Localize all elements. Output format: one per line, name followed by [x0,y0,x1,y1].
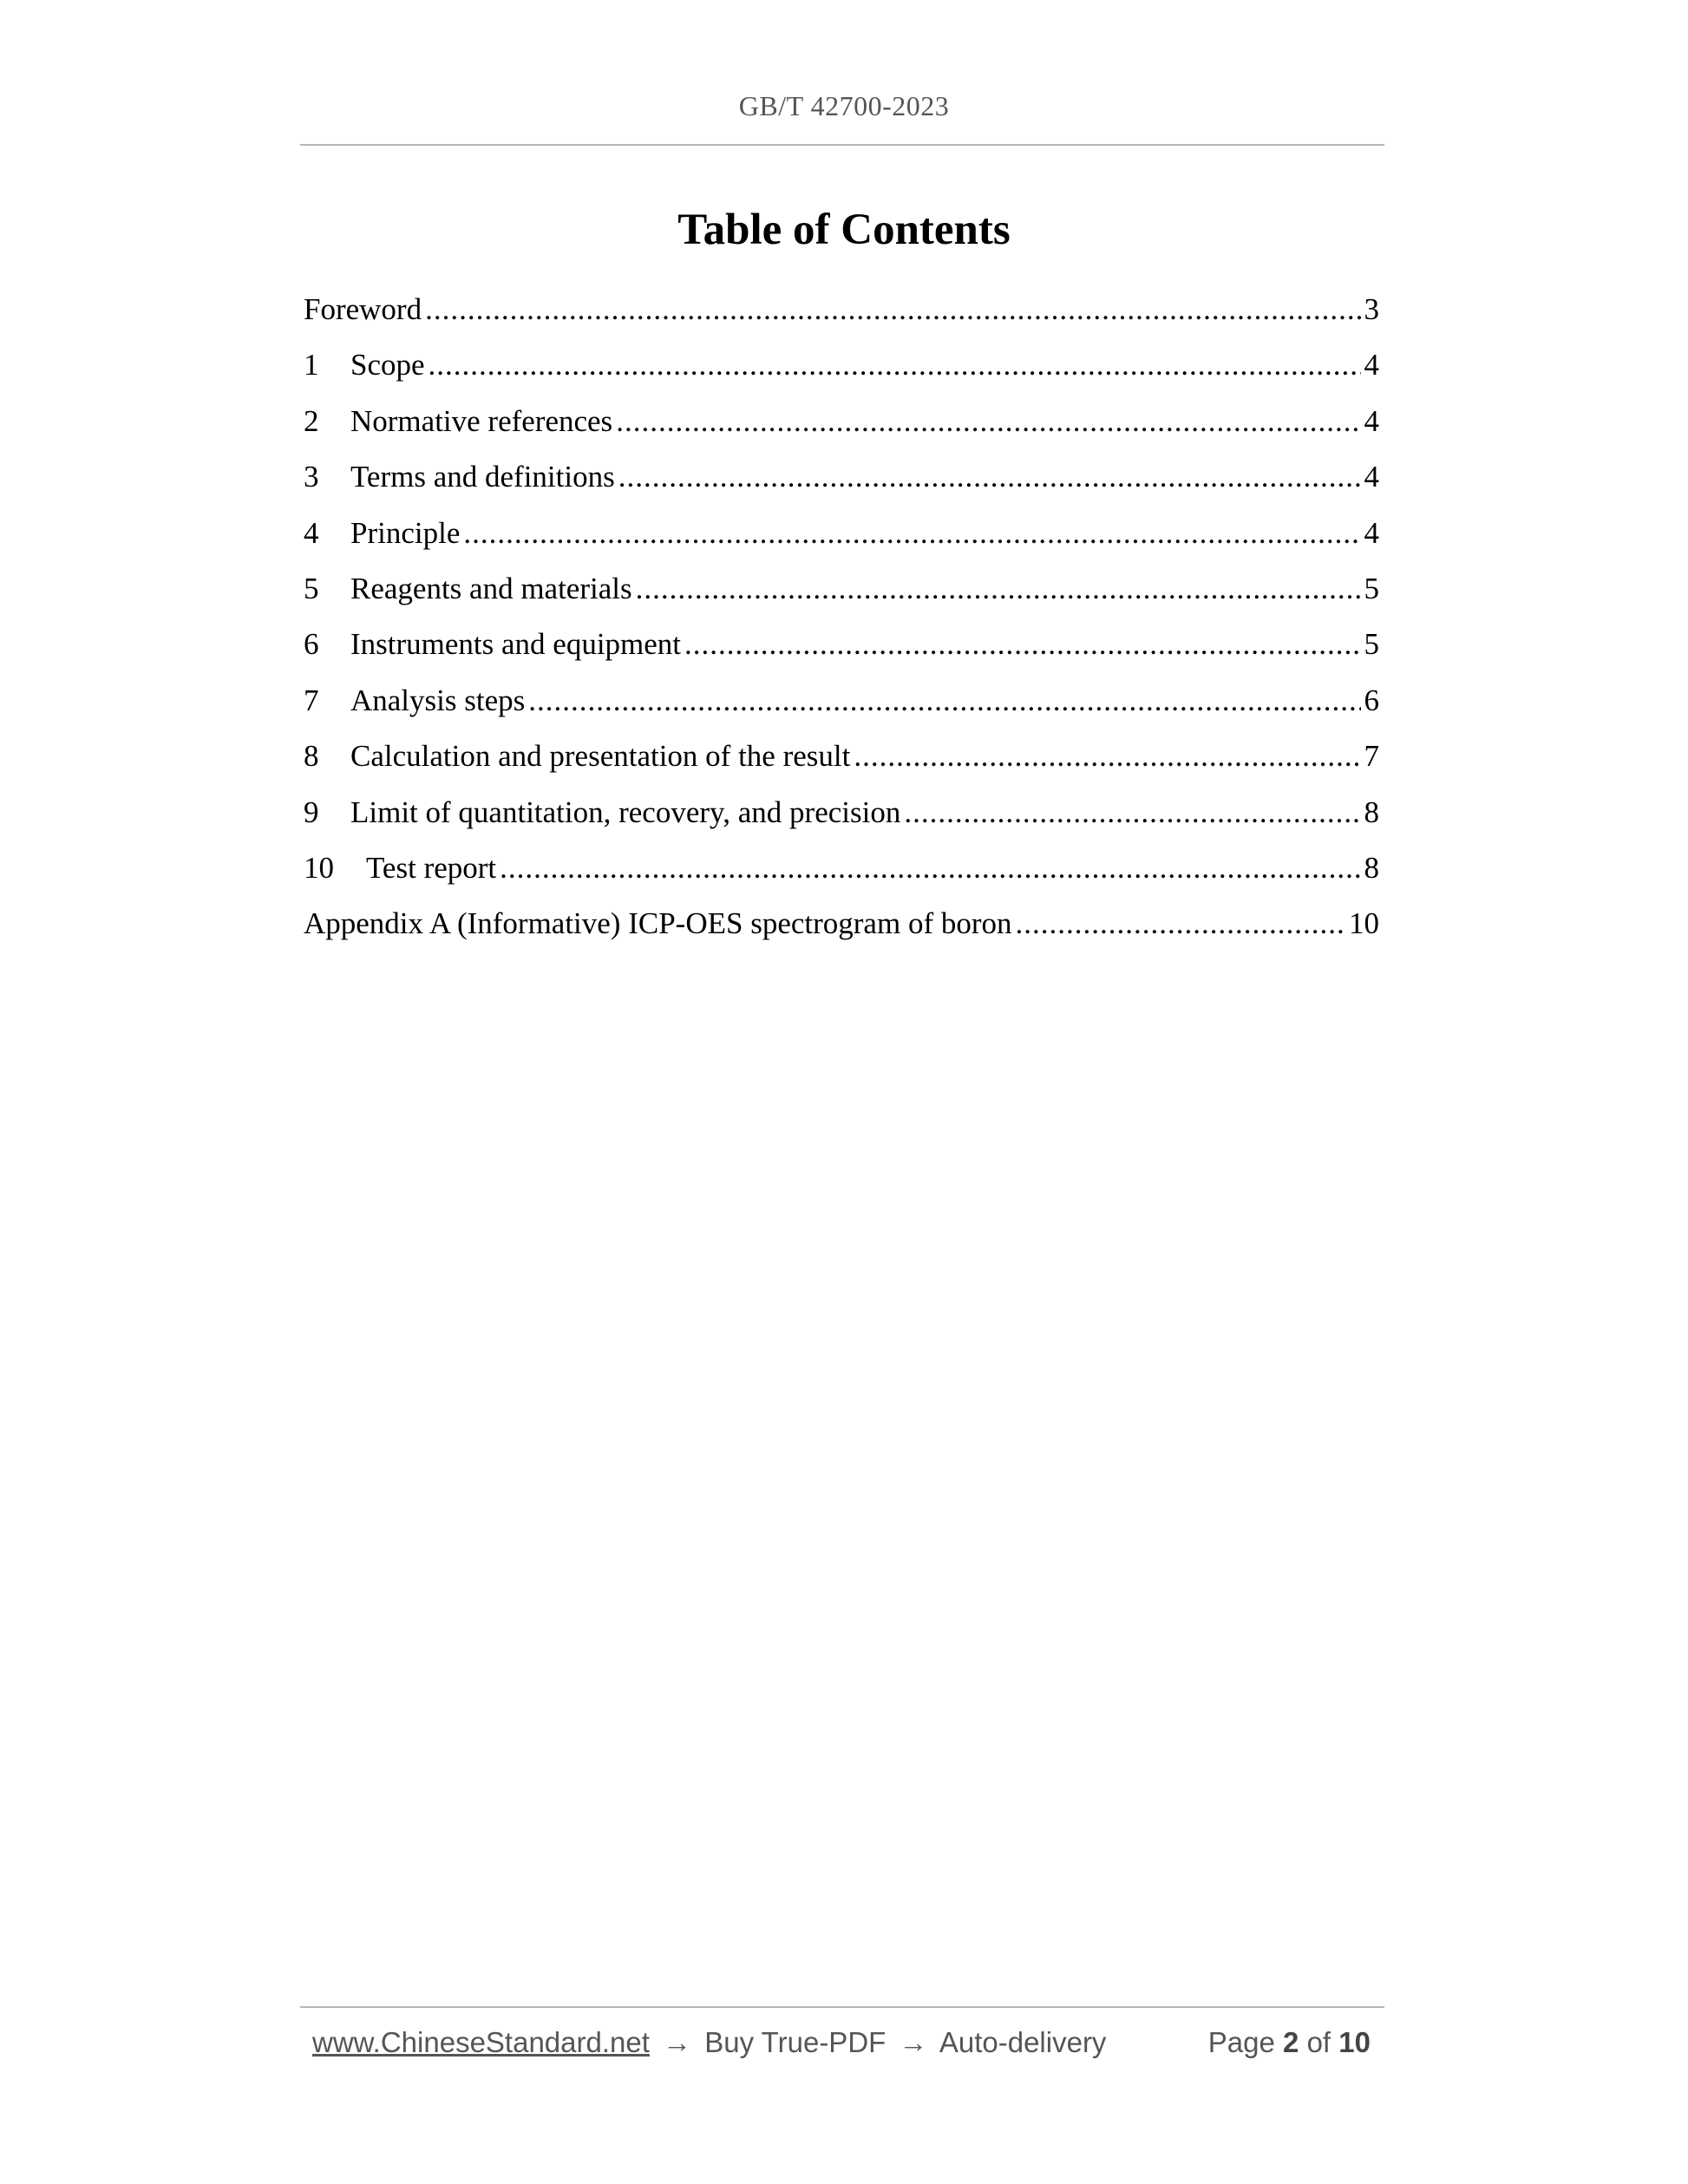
toc-entry-appendix-a[interactable] [304,900,1379,956]
total-page-number: 10 [1338,2026,1371,2058]
toc-entry-page: 10 [1349,906,1379,941]
toc-entry-instruments-equipment[interactable] [304,621,1379,677]
toc-entry-normative-references[interactable] [304,398,1379,454]
toc-heading: Table of Contents [677,206,1011,254]
toc-leader-dots [684,621,1360,668]
toc-entry-title: Limit of quantitation, recovery, and precision [350,794,901,829]
toc-entry-page: 4 [1364,403,1379,438]
toc-list [304,286,1379,957]
page-footer [312,2026,1371,2059]
toc-leader-dots [425,286,1360,333]
page-label: Page [1207,2026,1275,2058]
toc-entry-title: Scope [350,348,425,383]
toc-entry-test-report[interactable] [304,845,1379,900]
toc-leader-dots [854,733,1360,780]
toc-entry-limit-quantitation[interactable] [304,789,1379,845]
toc-entry-page: 8 [1364,850,1379,885]
current-page-number: 2 [1283,2026,1299,2058]
toc-entry-title: Test report [366,850,497,885]
toc-entry-page: 3 [1364,292,1379,326]
toc-leader-dots [528,677,1360,724]
toc-entry-page: 4 [1364,460,1379,494]
toc-entry-number: 8 [304,739,319,774]
header-divider [300,144,1384,146]
toc-leader-dots [618,454,1361,500]
toc-entry-page: 4 [1364,348,1379,383]
footer-divider [300,2006,1384,2008]
toc-entry-reagents-materials[interactable] [304,566,1379,621]
toc-entry-calculation[interactable] [304,733,1379,788]
page-of-label: of [1306,2026,1331,2058]
document-id: GB/T 42700-2023 [738,90,950,121]
toc-entry-page: 7 [1364,739,1379,774]
toc-leader-dots [616,398,1360,445]
toc-entry-foreword[interactable] [304,286,1379,342]
toc-entry-title: Calculation and presentation of the result [350,739,851,774]
toc-entry-title: Reagents and materials [350,571,632,605]
right-arrow-icon: → [663,2026,692,2058]
toc-leader-dots [904,789,1360,836]
toc-entry-number: 1 [304,348,319,383]
toc-entry-page: 5 [1364,571,1379,605]
toc-entry-page: 6 [1364,683,1379,717]
toc-entry-number: 5 [304,571,319,605]
toc-entry-title: Foreword [304,292,422,326]
footer-promo [312,2026,1106,2059]
toc-leader-dots [1016,900,1345,947]
buy-true-pdf-text: Buy True-PDF [704,2026,887,2058]
toc-entry-terms-definitions[interactable] [304,454,1379,509]
toc-entry-title: Normative references [350,403,613,438]
toc-entry-title: Analysis steps [350,683,526,717]
toc-entry-title: Terms and definitions [350,460,615,494]
toc-entry-number: 9 [304,794,319,829]
toc-entry-title: Principle [350,515,461,550]
toc-entry-number: 3 [304,460,319,494]
toc-leader-dots [429,342,1361,389]
toc-entry-page: 4 [1364,515,1379,550]
toc-leader-dots [500,845,1360,892]
toc-entry-page: 5 [1364,627,1379,662]
toc-entry-page: 8 [1364,794,1379,829]
auto-delivery-text: Auto-delivery [939,2026,1107,2058]
toc-entry-number: 4 [304,515,319,550]
page-counter [1208,2026,1371,2059]
toc-entry-scope[interactable] [304,342,1379,397]
toc-entry-number: 2 [304,403,319,438]
toc-leader-dots [636,566,1361,612]
toc-entry-title: Appendix A (Informative) ICP-OES spectrogram of boron [304,906,1012,941]
toc-entry-principle[interactable] [304,510,1379,566]
right-arrow-icon: → [899,2026,928,2058]
toc-entry-title: Instruments and equipment [350,627,682,662]
toc-leader-dots [463,510,1360,557]
toc-entry-number: 6 [304,627,319,662]
toc-entry-number: 7 [304,683,319,717]
website-link[interactable]: www.ChineseStandard.net [312,2026,650,2058]
toc-entry-number: 10 [304,850,334,885]
toc-entry-analysis-steps[interactable] [304,677,1379,733]
